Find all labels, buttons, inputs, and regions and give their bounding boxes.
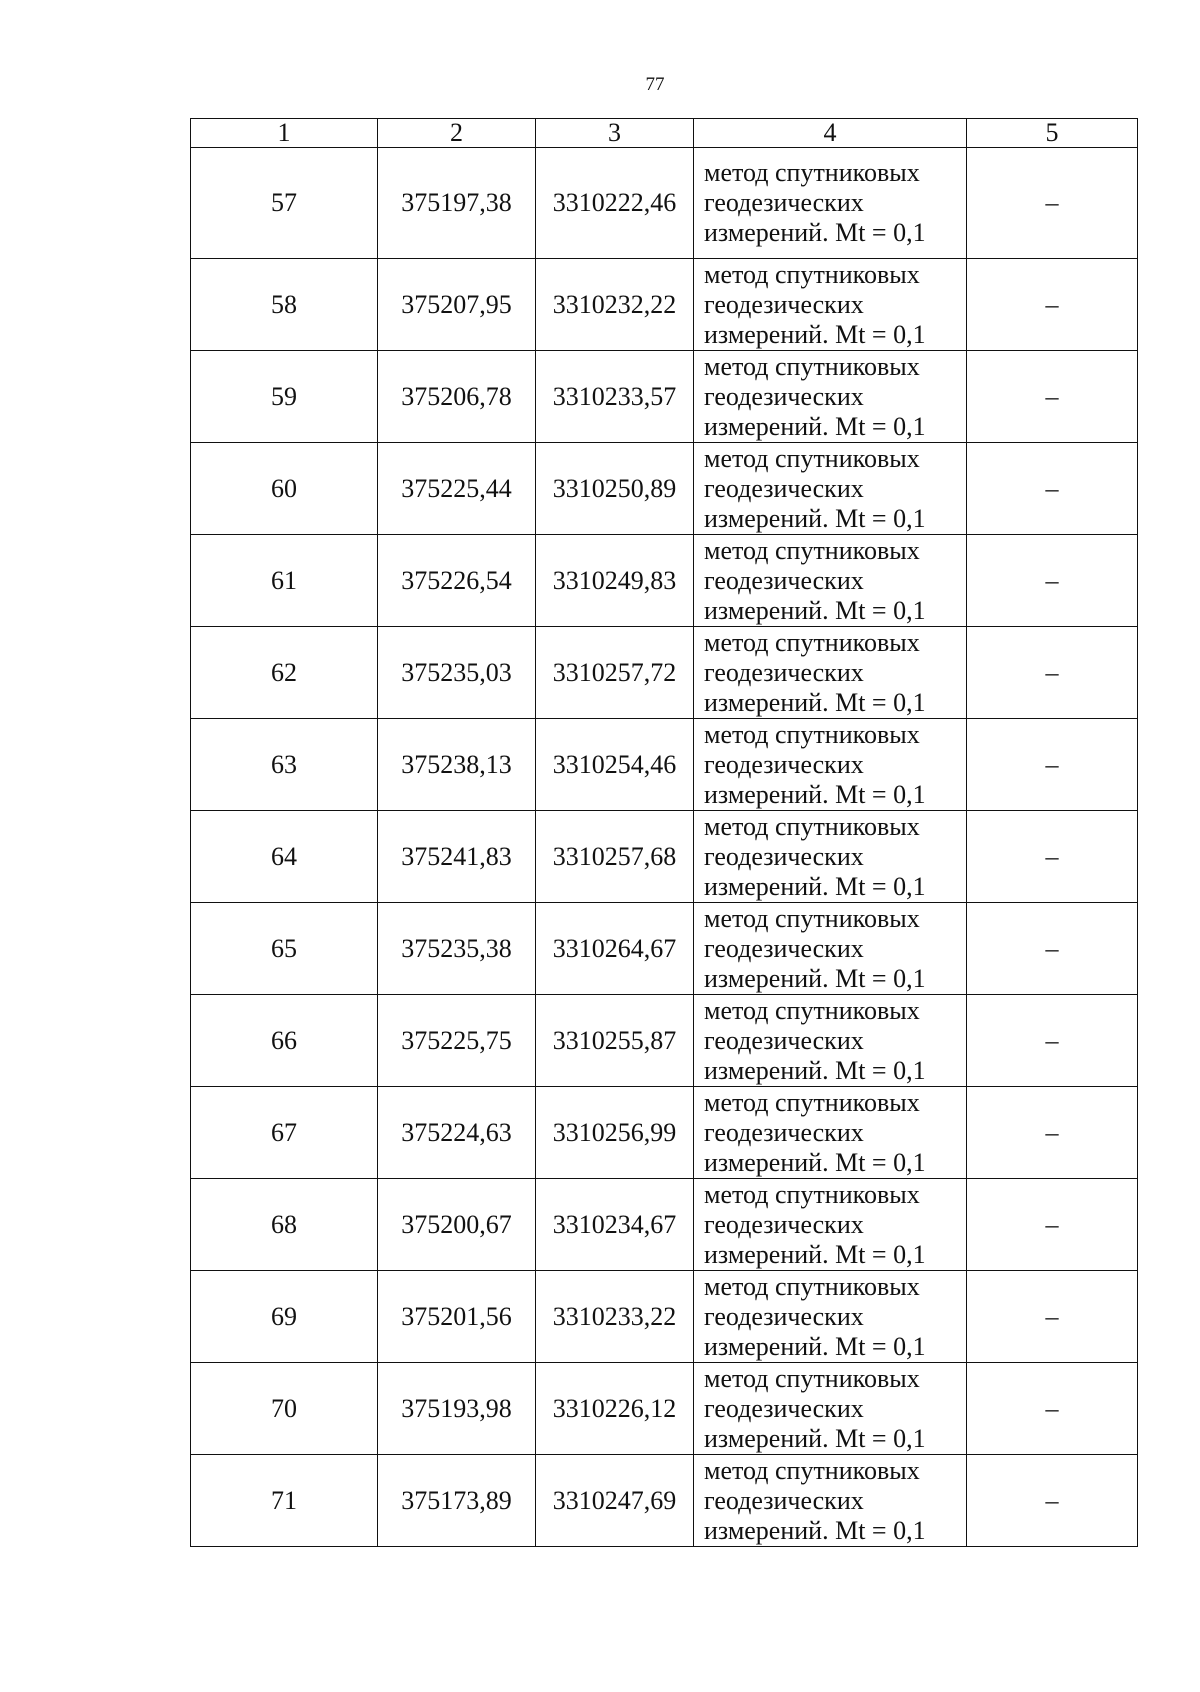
method-line: метод спутниковых [704,719,920,749]
note-cell: – [967,443,1138,535]
point-number-cell: 62 [191,627,378,719]
point-number-cell: 70 [191,1363,378,1455]
note-cell: – [967,1179,1138,1271]
method-line: измерений. Mt = 0,1 [704,1331,926,1361]
method-line: метод спутниковых [704,1271,920,1301]
coordinate-y-cell: 3310226,12 [536,1363,694,1455]
method-line: метод спутниковых [704,903,920,933]
method-line: метод спутниковых [704,443,920,473]
column-header: 2 [378,119,536,148]
method-cell [694,627,967,719]
method-line: измерений. Mt = 0,1 [704,963,926,993]
method-line: измерений. Mt = 0,1 [704,411,926,441]
column-header: 1 [191,119,378,148]
method-line: геодезических [704,473,864,503]
coordinate-y-cell: 3310222,46 [536,148,694,259]
method-line: метод спутниковых [704,627,920,657]
method-line: метод спутниковых [704,259,920,289]
table-row [191,1179,1138,1271]
method-line: измерений. Mt = 0,1 [704,1055,926,1085]
method-line: метод спутниковых [704,351,920,381]
table-row [191,259,1138,351]
method-cell [694,1179,967,1271]
method-line: геодезических [704,1209,864,1239]
coordinate-y-cell: 3310232,22 [536,259,694,351]
point-number-cell: 57 [191,148,378,259]
method-line: метод спутниковых [704,1087,920,1117]
method-line: метод спутниковых [704,535,920,565]
method-line: геодезических [704,933,864,963]
table-row [191,719,1138,811]
point-number-cell: 69 [191,1271,378,1363]
method-line: геодезических [704,1025,864,1055]
coordinate-x-cell: 375173,89 [378,1455,536,1547]
coordinate-x-cell: 375197,38 [378,148,536,259]
table-row [191,627,1138,719]
coordinate-y-cell: 3310247,69 [536,1455,694,1547]
method-line: измерений. Mt = 0,1 [704,779,926,809]
coordinate-y-cell: 3310233,22 [536,1271,694,1363]
note-cell: – [967,351,1138,443]
method-line: метод спутниковых [704,995,920,1025]
note-cell: – [967,811,1138,903]
coordinate-y-cell: 3310256,99 [536,1087,694,1179]
table-body [191,148,1138,1547]
table-row [191,995,1138,1087]
point-number-cell: 64 [191,811,378,903]
method-line: геодезических [704,1393,864,1423]
coordinate-y-cell: 3310233,57 [536,351,694,443]
coordinate-y-cell: 3310257,72 [536,627,694,719]
point-number-cell: 59 [191,351,378,443]
table-row [191,811,1138,903]
method-line: метод спутниковых [704,1363,920,1393]
method-line: геодезических [704,565,864,595]
coordinate-x-cell: 375193,98 [378,1363,536,1455]
method-cell [694,995,967,1087]
method-cell [694,811,967,903]
coordinate-y-cell: 3310264,67 [536,903,694,995]
method-line: измерений. Mt = 0,1 [704,319,926,349]
note-cell: – [967,1455,1138,1547]
method-line: геодезических [704,188,864,217]
method-line: геодезических [704,1485,864,1515]
coordinate-x-cell: 375235,38 [378,903,536,995]
method-cell [694,148,967,259]
method-cell [694,443,967,535]
method-line: метод спутниковых [704,158,920,187]
table-row [191,903,1138,995]
method-line: геодезических [704,749,864,779]
method-cell [694,259,967,351]
coordinate-y-cell: 3310255,87 [536,995,694,1087]
note-cell: – [967,1271,1138,1363]
table-header-row [191,119,1138,148]
method-line: измерений. Mt = 0,1 [704,503,926,533]
point-number-cell: 58 [191,259,378,351]
point-number-cell: 63 [191,719,378,811]
method-cell [694,719,967,811]
method-line: геодезических [704,841,864,871]
table-row [191,1455,1138,1547]
method-cell [694,1455,967,1547]
note-cell: – [967,995,1138,1087]
method-line: измерений. Mt = 0,1 [704,1515,926,1545]
coordinate-x-cell: 375226,54 [378,535,536,627]
note-cell: – [967,535,1138,627]
coordinate-x-cell: 375235,03 [378,627,536,719]
coordinate-x-cell: 375206,78 [378,351,536,443]
method-line: метод спутниковых [704,1455,920,1485]
coordinate-x-cell: 375200,67 [378,1179,536,1271]
column-header: 3 [536,119,694,148]
column-header: 5 [967,119,1138,148]
coordinate-x-cell: 375224,63 [378,1087,536,1179]
method-cell [694,903,967,995]
method-line: измерений. Mt = 0,1 [704,1147,926,1177]
coordinate-x-cell: 375225,44 [378,443,536,535]
point-number-cell: 65 [191,903,378,995]
table-row [191,443,1138,535]
note-cell: – [967,719,1138,811]
coordinate-y-cell: 3310257,68 [536,811,694,903]
method-cell [694,1363,967,1455]
table-row [191,148,1138,259]
method-line: измерений. Mt = 0,1 [704,871,926,901]
coordinate-y-cell: 3310249,83 [536,535,694,627]
coordinate-x-cell: 375238,13 [378,719,536,811]
method-line: измерений. Mt = 0,1 [704,1239,926,1269]
method-cell [694,1087,967,1179]
coordinate-y-cell: 3310250,89 [536,443,694,535]
table-row [191,1271,1138,1363]
point-number-cell: 61 [191,535,378,627]
point-number-cell: 71 [191,1455,378,1547]
coordinate-x-cell: 375225,75 [378,995,536,1087]
method-line: измерений. Mt = 0,1 [704,687,926,717]
method-line: геодезических [704,1117,864,1147]
method-line: измерений. Mt = 0,1 [704,595,926,625]
method-line: метод спутниковых [704,811,920,841]
point-number-cell: 66 [191,995,378,1087]
note-cell: – [967,148,1138,259]
coordinate-x-cell: 375241,83 [378,811,536,903]
method-line: геодезических [704,381,864,411]
method-line: измерений. Mt = 0,1 [704,218,926,247]
column-header: 4 [694,119,967,148]
method-line: геодезических [704,657,864,687]
method-line: геодезических [704,1301,864,1331]
page-number: 77 [645,74,665,95]
method-cell [694,1271,967,1363]
note-cell: – [967,1363,1138,1455]
coordinate-x-cell: 375207,95 [378,259,536,351]
coordinate-x-cell: 375201,56 [378,1271,536,1363]
note-cell: – [967,259,1138,351]
coordinate-y-cell: 3310254,46 [536,719,694,811]
point-number-cell: 60 [191,443,378,535]
table-row [191,351,1138,443]
method-cell [694,351,967,443]
point-number-cell: 67 [191,1087,378,1179]
method-line: измерений. Mt = 0,1 [704,1423,926,1453]
method-cell [694,535,967,627]
point-number-cell: 68 [191,1179,378,1271]
note-cell: – [967,903,1138,995]
table-row [191,1087,1138,1179]
coordinates-table [190,118,1138,1547]
table-row [191,535,1138,627]
table-row [191,1363,1138,1455]
note-cell: – [967,1087,1138,1179]
method-line: геодезических [704,289,864,319]
method-line: метод спутниковых [704,1179,920,1209]
note-cell: – [967,627,1138,719]
coordinate-y-cell: 3310234,67 [536,1179,694,1271]
